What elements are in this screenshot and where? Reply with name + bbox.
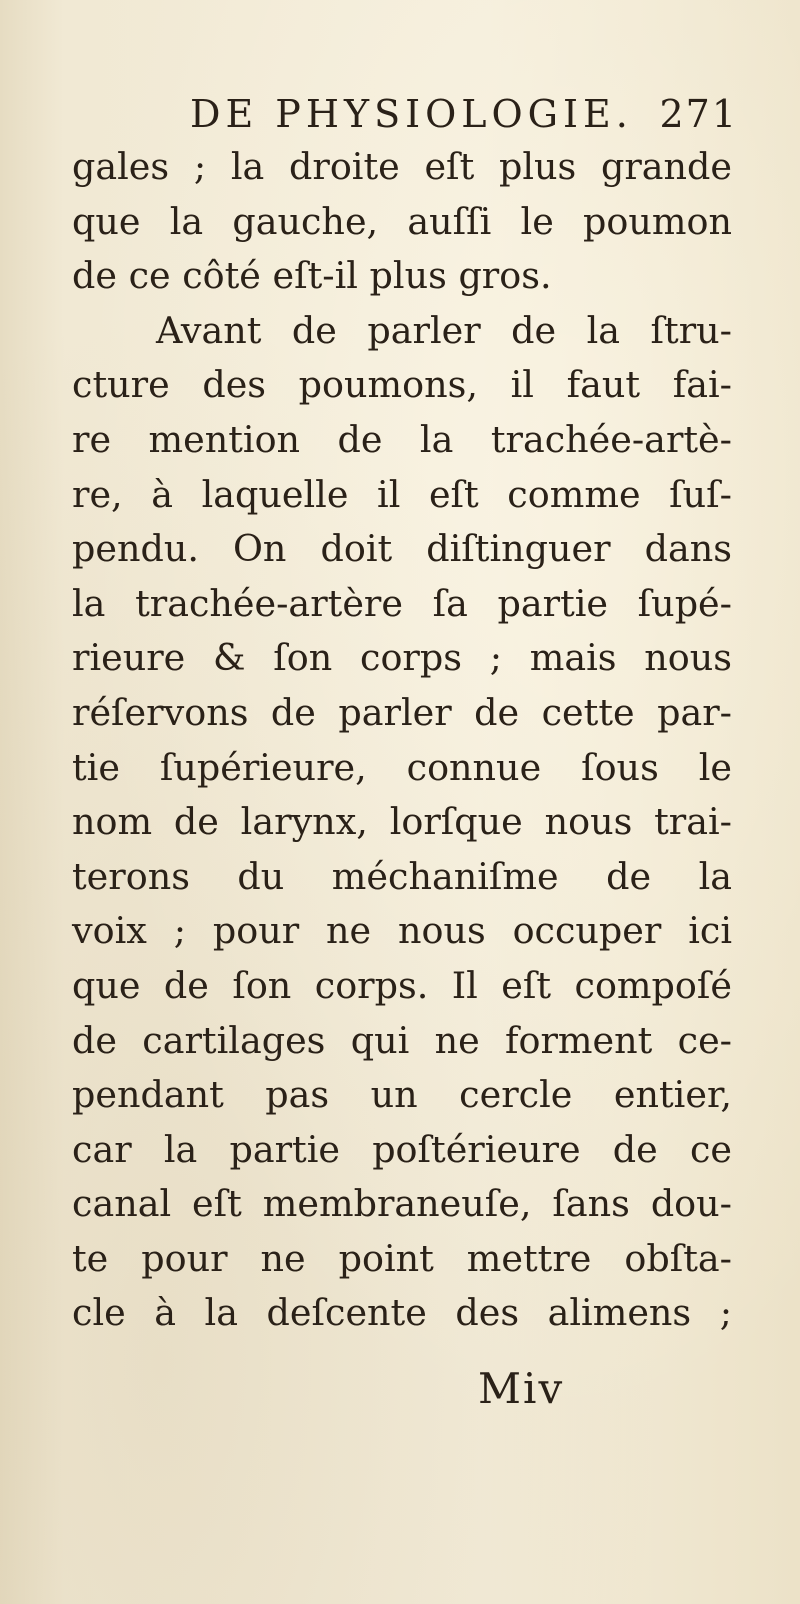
text-line: que la gauche, auſſi le poumon <box>72 199 732 243</box>
signature-mark: Miv <box>478 1364 565 1413</box>
running-header <box>190 92 750 136</box>
text-line: te pour ne point mettre obſta- <box>72 1236 732 1280</box>
page-number: 271 <box>659 92 738 136</box>
text-line: de ce côté eſt-il plus gros. <box>72 254 552 298</box>
text-line: pendu. On doit diſtinguer dans <box>72 527 732 571</box>
text-line: tie ſupérieure, connue ſous le <box>72 745 732 789</box>
text-line: car la partie poſtérieure de ce <box>72 1127 732 1171</box>
text-line: voix ; pour ne nous occuper ici <box>72 909 732 953</box>
paragraph-first-line: Avant de parler de la ſtru- <box>156 308 732 352</box>
text-line: rieure & ſon corps ; mais nous <box>72 636 732 680</box>
text-line: pendant pas un cercle entier, <box>72 1073 732 1117</box>
text-line: la trachée-artère ſa partie ſupé- <box>72 581 732 625</box>
text-line: réſervons de parler de cette par- <box>72 690 732 734</box>
text-line: re, à laquelle il eſt comme ſuſ- <box>72 472 732 516</box>
text-line: nom de larynx, lorſque nous trai- <box>72 800 732 844</box>
text-line: cture des poumons, il faut fai- <box>72 363 732 407</box>
text-line: canal eſt membraneuſe, ſans dou- <box>72 1182 732 1226</box>
text-line: terons du méchaniſme de la <box>72 854 732 898</box>
body-text <box>72 140 732 1341</box>
text-line: que de ſon corps. Il eſt compoſé <box>72 963 732 1007</box>
text-line: gales ; la droite eſt plus grande <box>72 145 732 188</box>
text-line: re mention de la trachée-artè- <box>72 417 732 461</box>
text-line: cle à la deſcente des alimens ; <box>72 1291 732 1335</box>
running-title: DE PHYSIOLOGIE. <box>190 92 633 136</box>
text-line: de cartilages qui ne forment ce- <box>72 1018 732 1062</box>
